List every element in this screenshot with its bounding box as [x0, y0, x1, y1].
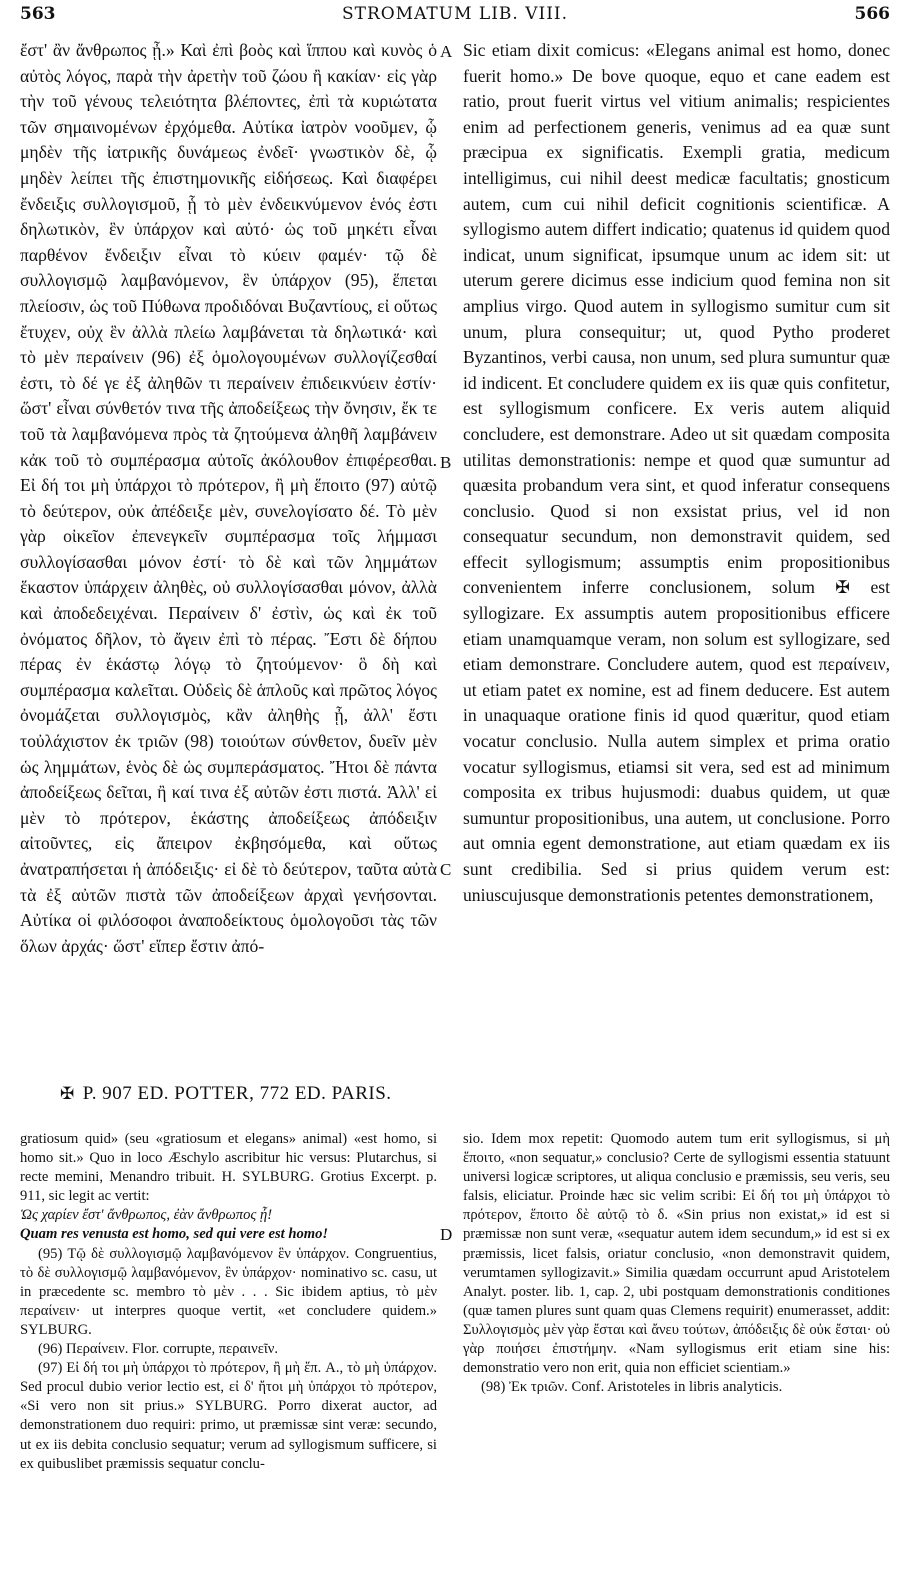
maltese-cross-icon: ✠ [60, 1084, 75, 1103]
margin-letter-b: B [440, 453, 452, 472]
footnote-greek-verse: Ὡς χαρίεν ἔστ' ἄνθρωπος, ἐὰν ἄνθρωπος ᾖ! [20, 1207, 273, 1224]
greek-paragraph: ἔστ' ἂν ἄνθρωπος ᾖ.» Καὶ ἐπὶ βοὸς καὶ ἵππου καὶ κυνὸς ὁ αὐτὸς λόγος, παρὰ τὴν ἀρετὴν τοῦ ζώου ἢ κακίαν· εἰς γὰρ τὴν τοῦ γένους τελειότητα βλέποντες, ἐπὶ τὰ κυριώτατα τῶν σημαινομένων ἐρχόμεθα. Αὐτίκα ἰατρὸν νοοῦμεν, ᾧ μηδὲν τῆς ἰατρικῆς δυνάμεως ἐνδεῖ· γνωστικὸν δὲ, ᾧ μηδὲν λείπει τῆς ἐπιστημονικῆς εἰδήσεως. Καὶ διαφέρει ἔνδειξις συλλογισμοῦ, ᾗ τὸ μὲν ἐνδεικνύμενον ἑνός ἐστι δηλωτικὸν, ἓν ὑπάρχον καὶ αὐτό· ὡς τοῦ μηκέτι εἶναι παρθένον ἔνδειξιν εἶναι τὸ κύειν φαμέν· τῷ δὲ συλλογισμῷ λαμβανόμενον, ἓν ὑπάρχον (95), ἕπεται πλείοσιν, ὡς τοῦ Πύθωνα προδιδόναι Βυζαντίους, εἰ οὕτως ἔτυχεν, οὐχ ἓν ἀλλὰ πλείω λαμβάνεται τὰ δηλωτικά· καὶ τὸ μὲν περαίνειν (96) ἐξ ὁμολογουμένων συλλογίζεσθαί ἐστι, τὸ δέ γε ἐξ ἀληθῶν τι περαίνειν ἐπιδεικνύειν ἐστίν· ὥστ' εἶναι σύνθετόν τινα τῆς ἀποδείξεως τὴν ὄνησιν, ἔκ τε τοῦ τὰ λαμβανόμενα πρὸς τὰ ζητούμενα ἀληθῆ λαμβάνειν κἀκ τοῦ τὸ συμπέρασμα αὐτοῖς ἀκόλουθον ἐπιφέρεσθαι. Εἰ δή τοι μὴ ὑπάρχοι τὸ πρότερον, ἢ μὴ ἕποιτο (97) αὐτῷ τὸ δεύτερον, οὐκ ἀπέδειξε μὲν, συνελογίσατο δέ. Τὸ μὲν γὰρ οἰκεῖον ἐπενεγκεῖν συμπέρασμα τοῖς λήμμασι συλλογίσασθαι μόνον ἐστί· τὸ δὲ καὶ τῶν λημμάτων ἕκαστον ὑπάρχειν ἀληθὲς, οὐ συλλογίσασθαι μόνον, ἀλλὰ καὶ ἀποδεδειχέναι. Περαίνειν δ' ἐστὶν, ὡς καὶ ἐκ τοῦ ὀνόματος δῆλον, τὸ ἄγειν ἐπὶ τὸ πέρας. Ἔστι δὲ δήπου πέρας ἐν ἑκάστῳ λόγῳ τὸ ζητούμενον· ὃ δὴ καὶ συμπέρασμα καλεῖται. Οὐδεὶς δὲ ἁπλοῦς καὶ πρῶτος λόγος ὀνομάζεται συλλογισμὸς, κἂν ἀληθὴς ᾖ, ἀλλ' ἔστι τοὐλάχιστον ἐκ τριῶν (98) τοιούτων σύνθετον, δυεῖν μὲν ὡς λημμάτων, ἑνὸς δὲ ὡς συμπεράσματος. Ἤτοι δὲ πάντα ἀποδείξεως δεῖται, ἢ καί τινα ἐξ αὐτῶν ἐστι πιστά. Ἀλλ' εἰ μὲν τὸ πρότερον, ἑκάστης ἀποδείξεως ἀπόδειξιν αἰτοῦντες, εἰς ἄπειρον ἐκβησόμεθα, καὶ οὕτως ἀνατραπήσεται ἡ ἀπόδειξις· εἰ δὲ τὸ δεύτερον, ταῦτα αὐτὰ τὰ ἐξ αὐτῶν πιστὰ τῶν ἀποδείξεων ἀρχαὶ γενήσονται. Αὐτίκα οἱ φιλόσοφοι ἀναποδείκτους ὁμολογοῦσι τὰς τῶν ὅλων ἀρχάς· ὥστ' εἴπερ ἔστιν ἀπό- [20, 40, 437, 956]
footnote-97: (97) Εἰ δή τοι μὴ ὑπάρχοι τὸ πρότερον, ἢ μὴ ἕπ. A., τὸ μὴ ὑπάρχον. Sed procul dubio verior lectio est, εἰ δ' ἤτοι μὴ ὑπάρχοι τὸ πρότερον, «Si vero non sit prius.» SYLBURG. Porro dixerat auctor, ad demonstrationem duo requiri: primo, ut præmissæ sint veræ: secundo, ut ex iis debita conclusio sequatur; verum ad syllogismum sufficere, si ex quibuslibet præmissis sequatur conclu- [20, 1360, 437, 1472]
page-header [20, 4, 890, 32]
footnote-96: (96) Περαίνειν. Flor. corrupte, περαινεῖν. [38, 1341, 279, 1358]
footnotes-left-column [20, 1130, 437, 1585]
edition-note-text: P. 907 ED. POTTER, 772 ED. PARIS. [82, 1083, 392, 1104]
running-title: STROMATUM LIB. VIII. [341, 4, 569, 24]
footnote-continued: sio. Idem mox repetit: Quomodo autem tum erit syllogismus, si μὴ ἕποιτο, «non sequatur,» conclusio? Certe de syllogismi essentia statuunt universi logicæ scriptores, ut aliqua conclusio e præmissis, seu veris, seu falsis, eliciatur. Proinde hæc sic velim scribi: Εἰ δή τοι μὴ ὑπάρχοι τὸ πρότερον, ἕποιτο δὲ αὐτῷ τὸ δ. «Sin prius non existat,» id est si præmissæ non sunt veræ, «sequatur autem idem secundum,» id est si ex præmissis, licet falsis, oriatur conclusio, «non demonstravit quidem, verumtamen syllogizavit.» Similia quædam occurrunt apud Aristotelem Analyt. poster. lib. 1, cap. 2, ubi postquam demonstrationis conditiones (quæ tamen plures sunt quam quas Clemens requirit) enumerasset, addit: Συλλογισμὸς μὲν γὰρ ἔσται καὶ ἄνευ τούτων, ἀπόδειξις δὲ οὐκ ἔσται· οὐ γὰρ ποιήσει ἐπιστήμην. «Nam syllogismus erit etiam sine his: demonstratio vero non erit, quia non efficiet scientiam.» [463, 1131, 890, 1377]
greek-text-column [20, 38, 437, 1078]
page-number-right: 566 [854, 4, 890, 24]
latin-text-column [463, 38, 890, 1078]
margin-letter-a: A [440, 42, 453, 61]
page-number-left: 563 [20, 4, 56, 24]
margin-letter-d: D [440, 1225, 453, 1244]
footnotes-right-column [463, 1130, 890, 1585]
margin-letter-c: C [440, 860, 452, 879]
latin-paragraph: Sic etiam dixit comicus: «Elegans animal est homo, donec fuerit homo.» De bove quoque, equo et cane eadem est ratio, prout fuerit virtus vel vitium animalis; respicientes enim ad perfectionem generis, venimus ad ea quæ sunt præcipua ex significatis. Exempli gratia, medicum intelligimus, cui nihil deest medicæ facultatis; gnosticum autem, cum cui nihil deficit cognitionis scientificæ. A syllogismo autem differt indicatio; quatenus id quidem quod indicat, unum significat, ipsumque unum ac idem sit: ut uterum gerere dicimus esse indicium quod femina non sit amplius virgo. Quod autem in syllogismo sumitur cum sit unum, plura consequitur; ut, quod Pytho proderet Byzantinos, verbi causa, non unum, sed plura sumuntur quæ id indicent. Et concludere quidem ex iis quæ quis confitetur, est syllogismum conficere. Ex veris autem aliquid concludere, est demonstrare. Adeo ut sit quædam composita utilitas demonstrationis: nempe et quod quæ sumuntur ad quæsita probandum vera sint, et quod inferatur consequens conclusio. Quod si non exsistat prius, vel id non consequatur secundum, non demonstravit quidem, sed effecit syllogismum; assumptis enim propositionibus convenientem inferre conclusionem, solum ✠ est syllogizare. Ex assumptis autem propositionibus efficere etiam unamquamque veram, non solum est syllogizare, sed etiam demonstrare. Concludere autem, quod est περαίνειν, ut etiam patet ex nomine, est ad finem deducere. Est autem in unaquaque oratione finis id quod quæritur, quod etiam vocatur conclusio. Nulla autem simplex et prima oratio vocatur syllogismus, etiamsi sit vera, sed est ad minimum composita ex tribus hujusmodi: duabus quidem, ut quæ sumuntur propositionibus, una autem, ut conclusione. Porro aut omnia egent demonstratione, aut etiam quædam ex iis sunt credibilia. Sed si prius quidem verum est: uniuscujusque demonstrationis petentes demonstrationem, [463, 40, 890, 905]
footnote: gratiosum quid» (seu «gratiosum et elegans» animal) «est homo, si homo sit.» Quo in loco Æschylo ascribitur hic versus: Plutarchus, si recte memini, Menandro tribuit. H. SYLBURG. Grotius Excerpt. p. 911, sic legit ac vertit: [20, 1131, 437, 1205]
footnote-95: (95) Τῷ δὲ συλλογισμῷ λαμβανόμενον ἓν ὑπάρχον. Congruentius, τὸ δὲ συλλογισμῷ λαμβανόμενον, ἓν ὑπάρχον· nominativo sc. casu, ut in præcedente sc. membro τὸ μὲν . . . Sic ibidem aptius, τὸ μὲν περαίνειν· ut interpres quoque vertit, «et concludere quidem.» SYLBURG. [20, 1245, 437, 1338]
footnote-98: (98) Ἐκ τριῶν. Conf. Aristoteles in libris analyticis. [481, 1379, 783, 1396]
edition-note [60, 1083, 660, 1105]
footnote-latin-verse: Quam res venusta est homo, sed qui vere est homo! [20, 1226, 329, 1243]
